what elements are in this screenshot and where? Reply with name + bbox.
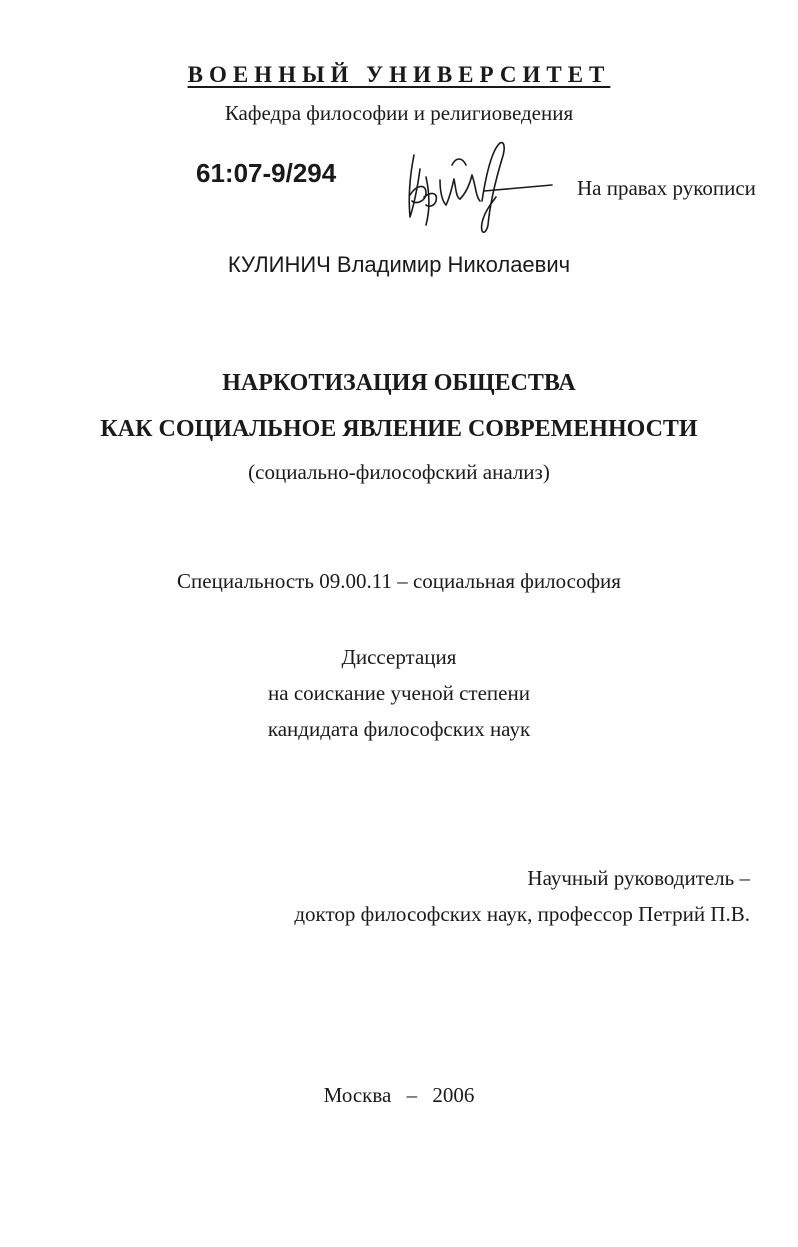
degree-line-3: кандидата философских наук	[267, 717, 531, 741]
year: 2006	[432, 1083, 475, 1107]
city-year	[0, 1083, 798, 1108]
dissertation-title-line-2: КАК СОЦИАЛЬНОЕ ЯВЛЕНИЕ СОВРЕМЕННОСТИ	[100, 416, 698, 442]
city-year-dash: –	[406, 1083, 418, 1107]
specialty-line: Специальность 09.00.11 – социальная философия	[177, 569, 621, 593]
signature	[396, 135, 556, 240]
supervisor-name: доктор философских наук, профессор Петрий П.В.	[294, 902, 750, 926]
university-name: ВОЕННЫЙ УНИВЕРСИТЕТ	[187, 62, 611, 87]
supervisor-label: Научный руководитель –	[527, 866, 750, 890]
city: Москва	[323, 1083, 392, 1107]
department-name: Кафедра философии и религиоведения	[224, 101, 574, 125]
author-name: КУЛИНИЧ Владимир Николаевич	[227, 252, 571, 277]
library-code: 61:07-9/294	[196, 158, 337, 188]
manuscript-rights-note: На правах рукописи	[577, 176, 756, 200]
degree-line-2: на соискание ученой степени	[268, 681, 530, 705]
degree-line-1: Диссертация	[341, 645, 457, 669]
dissertation-subtitle: (социально-философский анализ)	[248, 460, 550, 484]
dissertation-title-line-1: НАРКОТИЗАЦИЯ ОБЩЕСТВА	[222, 370, 576, 396]
